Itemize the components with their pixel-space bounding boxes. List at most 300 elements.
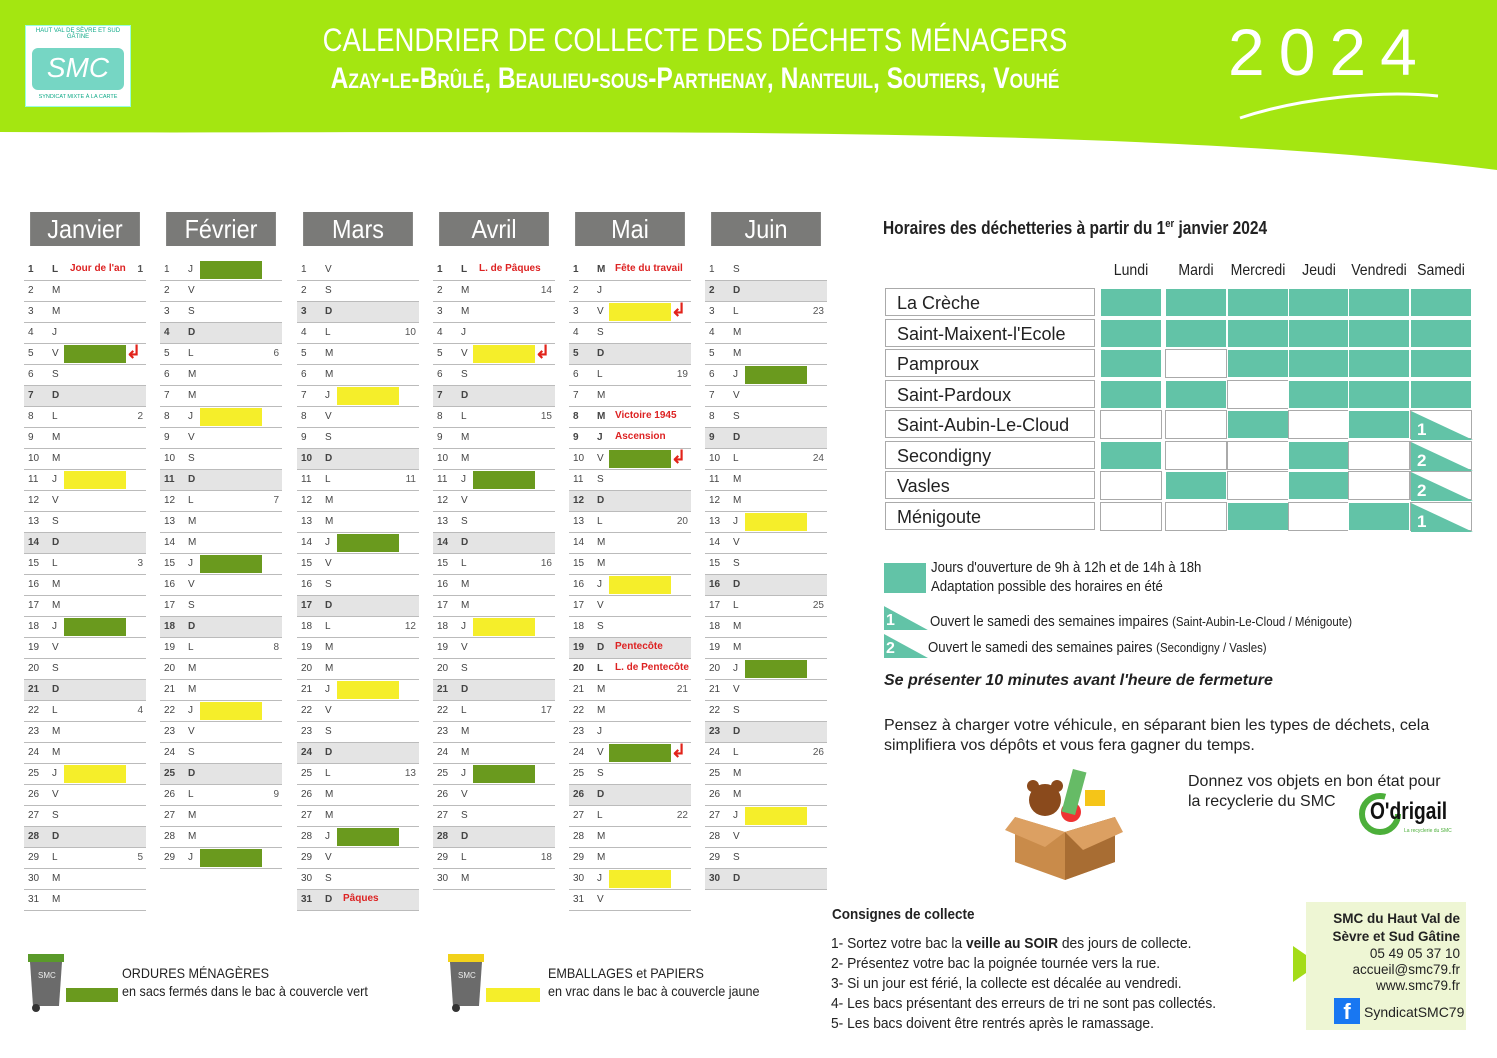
day-letter: M (188, 537, 197, 548)
closed-day-cell (1165, 349, 1227, 378)
day-number: 18 (164, 621, 176, 632)
day-letter: L (188, 789, 194, 800)
day-letter: L (325, 621, 331, 632)
day-letter: S (325, 285, 332, 296)
day-row (297, 638, 419, 659)
rule-3: 3- Si un jour est férié, la collecte est décalée au vendredi. (831, 975, 1182, 992)
green-collection-marker (337, 534, 399, 552)
day-letter: J (52, 327, 57, 338)
day-letter: S (597, 327, 604, 338)
month-header: Février (166, 212, 276, 246)
day-number: 6 (164, 369, 170, 380)
day-row (297, 344, 419, 365)
day-number: 27 (28, 810, 40, 821)
holiday-label: L. de Pâques (479, 263, 541, 274)
saturday-alternate-cell (1410, 410, 1472, 439)
week-number: 5 (137, 852, 143, 863)
decheteries-title-text: Horaires des déchetteries à partir du 1 (883, 218, 1166, 238)
day-letter: V (325, 705, 332, 716)
open-day-cell (1100, 441, 1162, 470)
day-letter: S (188, 453, 195, 464)
green-collection-marker (64, 618, 126, 636)
day-letter: V (52, 348, 59, 359)
closed-day-cell (1165, 502, 1227, 531)
week-number: 17 (540, 705, 552, 716)
day-row (24, 659, 146, 680)
legend-odd-communes: (Saint-Aubin-Le-Cloud / Ménigoute) (1172, 614, 1353, 629)
day-row (297, 428, 419, 449)
day-number: 26 (164, 789, 176, 800)
day-number: 20 (437, 663, 449, 674)
week-number: 24 (812, 453, 824, 464)
day-number: 14 (164, 537, 176, 548)
day-letter: L (52, 852, 58, 863)
day-letter: D (52, 831, 60, 842)
closed-day-cell (1100, 471, 1162, 500)
day-number: 27 (301, 810, 313, 821)
legend-odd-num: 1 (886, 612, 895, 629)
consignes-title: Consignes de collecte (832, 906, 975, 923)
day-number: 25 (28, 768, 40, 779)
day-letter: V (188, 285, 195, 296)
week-number: 15 (540, 411, 552, 422)
day-number: 8 (164, 411, 170, 422)
yellow-collection-marker (473, 618, 535, 636)
day-letter: M (597, 390, 606, 401)
smc-logo (25, 25, 131, 107)
yellow-collection-marker (609, 576, 671, 594)
legend-odd-icon (884, 606, 928, 630)
day-row (160, 701, 282, 722)
day-row (569, 449, 691, 470)
day-number: 16 (709, 579, 721, 590)
day-letter: V (52, 642, 59, 653)
day-letter: M (597, 411, 606, 422)
day-letter: J (597, 579, 602, 590)
day-row (569, 596, 691, 617)
saturday-alternate-cell (1410, 502, 1472, 531)
day-row (24, 554, 146, 575)
day-number: 20 (709, 663, 721, 674)
month-header: Avril (439, 212, 549, 246)
recyclerie-line1: Donnez vos objets en bon état pour (1188, 773, 1441, 790)
day-number: 5 (28, 348, 34, 359)
day-number: 14 (437, 537, 449, 548)
day-letter: M (461, 285, 470, 296)
day-row (160, 407, 282, 428)
day-row (433, 785, 555, 806)
day-letter: S (461, 369, 468, 380)
open-day-cell (1100, 319, 1162, 348)
legend-odd-label: Ouvert le samedi des semaines impaires (930, 613, 1169, 630)
week-parity-number: 2 (1417, 481, 1427, 500)
day-letter: S (52, 810, 59, 821)
day-number: 22 (164, 705, 176, 716)
day-number: 10 (301, 453, 313, 464)
day-row (24, 323, 146, 344)
day-letter: M (188, 663, 197, 674)
day-letter: M (461, 432, 470, 443)
day-letter: D (325, 894, 333, 905)
decheterie-name: Saint-Pardoux (885, 380, 1095, 408)
day-number: 9 (437, 432, 443, 443)
day-row (569, 743, 691, 764)
day-letter: M (733, 495, 742, 506)
day-row (24, 869, 146, 890)
day-number: 20 (573, 663, 585, 674)
day-row (705, 680, 827, 701)
week-number: 21 (676, 684, 688, 695)
day-letter: J (733, 369, 738, 380)
decheteries-title-end: janvier 2024 (1174, 218, 1268, 238)
day-row (24, 827, 146, 848)
day-number: 27 (573, 810, 585, 821)
contact-email[interactable]: accueil@smc79.fr (1352, 962, 1460, 977)
day-number: 2 (164, 285, 170, 296)
saturday-alternate-cell (1410, 441, 1472, 470)
legend-odd-text (930, 612, 1352, 631)
rule-1-bold: veille au SOIR (965, 935, 1059, 952)
open-day-cell (1348, 288, 1410, 317)
rule-1-end: des jours de collecte. (1058, 935, 1192, 952)
legend-open-line2: Adaptation possible des horaires en été (931, 578, 1163, 595)
open-day-cell (1288, 380, 1350, 409)
day-number: 8 (301, 411, 307, 422)
day-number: 1 (164, 264, 170, 275)
week-number: 23 (812, 306, 824, 317)
open-day-cell (1288, 319, 1350, 348)
day-row (569, 344, 691, 365)
day-number: 6 (709, 369, 715, 380)
day-letter: J (733, 810, 738, 821)
open-day-cell (1165, 471, 1227, 500)
open-day-cell (1165, 319, 1227, 348)
week-number: 2 (137, 411, 143, 422)
day-number: 12 (28, 495, 40, 506)
day-row (433, 869, 555, 890)
day-row (433, 659, 555, 680)
day-letter: M (597, 684, 606, 695)
day-letter: L (461, 264, 468, 275)
day-row (24, 575, 146, 596)
day-row (160, 617, 282, 638)
day-letter: M (733, 348, 742, 359)
header-banner (0, 0, 1497, 170)
day-letter: D (461, 684, 469, 695)
day-number: 12 (709, 495, 721, 506)
yellow-collection-marker (473, 345, 535, 363)
open-day-cell (1227, 288, 1289, 317)
day-row (297, 806, 419, 827)
day-letter: J (733, 663, 738, 674)
day-row (297, 512, 419, 533)
day-letter: V (52, 495, 59, 506)
closed-day-cell (1100, 410, 1162, 439)
day-letter: D (461, 537, 469, 548)
ordures-subtitle: en sacs fermés dans le bac à couvercle vert (122, 983, 368, 999)
emballages-title: EMBALLAGES et PAPIERS (548, 965, 704, 981)
ordures-title: ORDURES MÉNAGÈRES (122, 965, 270, 981)
day-row (24, 743, 146, 764)
day-letter: L (52, 264, 59, 275)
week-parity-number: 1 (1417, 511, 1427, 531)
legend-even-communes: (Secondigny / Vasles) (1156, 640, 1267, 655)
green-collect-swatch (66, 988, 118, 1002)
day-letter: M (461, 600, 470, 611)
day-number: 29 (28, 852, 40, 863)
day-row (705, 491, 827, 512)
day-row (569, 302, 691, 323)
day-row (433, 827, 555, 848)
day-number: 20 (28, 663, 40, 674)
day-row (160, 365, 282, 386)
day-letter: S (52, 369, 59, 380)
day-number: 27 (709, 810, 721, 821)
day-number: 29 (301, 852, 313, 863)
day-letter: S (461, 516, 468, 527)
day-number: 16 (164, 579, 176, 590)
day-number: 7 (301, 390, 307, 401)
open-day-cell (1348, 410, 1410, 439)
decheterie-name: Pamproux (885, 349, 1095, 377)
day-number: 22 (709, 705, 721, 716)
logo-bottom-text: SYNDICAT MIXTE À LA CARTE (38, 94, 118, 100)
day-row (433, 428, 555, 449)
contact-website[interactable]: www.smc79.fr (1375, 978, 1460, 993)
day-number: 18 (573, 621, 585, 632)
week-parity-number: 2 (1417, 450, 1427, 470)
day-number: 19 (573, 642, 585, 653)
week-number: 22 (676, 810, 688, 821)
day-number: 3 (164, 306, 170, 317)
day-row (705, 869, 827, 890)
closed-day-cell (1288, 410, 1350, 439)
day-row (569, 890, 691, 911)
shift-arrow-icon: ↲ (671, 300, 687, 320)
week-number: 6 (273, 348, 279, 359)
open-day-cell (1288, 471, 1350, 500)
facebook-handle[interactable]: SyndicatSMC79 (1364, 1004, 1465, 1020)
day-letter: D (52, 390, 60, 401)
day-letter: L (461, 558, 467, 569)
day-row (705, 764, 827, 785)
decheterie-name: Saint-Maixent-l'Ecole (885, 319, 1095, 347)
week-number: 4 (137, 705, 143, 716)
day-row (297, 596, 419, 617)
day-number: 4 (301, 327, 307, 338)
month-days (569, 260, 691, 911)
day-number: 2 (437, 285, 443, 296)
month-days (705, 260, 827, 890)
day-letter: V (597, 306, 604, 317)
day-number: 21 (164, 684, 176, 695)
day-letter: J (52, 474, 57, 485)
legend-open-swatch (884, 563, 926, 593)
day-number: 7 (709, 390, 715, 401)
emballages-legend (548, 964, 760, 1000)
day-letter: D (188, 474, 196, 485)
day-letter: M (733, 474, 742, 485)
day-letter: V (325, 558, 332, 569)
day-number: 6 (573, 369, 579, 380)
open-day-cell (1227, 319, 1289, 348)
day-letter: M (52, 726, 61, 737)
emballages-subtitle: en vrac dans le bac à couvercle jaune (548, 983, 760, 999)
day-letter: L (733, 600, 739, 611)
day-row (297, 365, 419, 386)
day-number: 2 (301, 285, 307, 296)
day-number: 26 (437, 789, 449, 800)
day-row (705, 554, 827, 575)
week-number: 1 (137, 264, 143, 275)
day-letter: V (52, 789, 59, 800)
day-number: 11 (437, 474, 448, 485)
open-day-cell (1100, 288, 1162, 317)
day-row (160, 533, 282, 554)
day-column-header: Lundi (1113, 262, 1149, 279)
day-row (705, 596, 827, 617)
day-letter: S (461, 810, 468, 821)
green-collection-marker (337, 828, 399, 846)
day-number: 14 (301, 537, 313, 548)
day-number: 3 (301, 306, 307, 317)
day-letter: J (52, 621, 57, 632)
day-number: 15 (573, 558, 585, 569)
decheteries-title (883, 218, 1267, 239)
day-row (160, 638, 282, 659)
day-letter: V (461, 789, 468, 800)
day-number: 27 (164, 810, 176, 821)
day-letter: M (325, 516, 334, 527)
day-number: 13 (573, 516, 585, 527)
week-number: 13 (404, 768, 416, 779)
yellow-collection-marker (64, 765, 126, 783)
day-number: 18 (709, 621, 721, 632)
day-letter: S (597, 768, 604, 779)
day-number: 28 (573, 831, 585, 842)
day-letter: L (325, 327, 331, 338)
day-letter: V (733, 684, 740, 695)
day-number: 12 (573, 495, 585, 506)
day-number: 21 (573, 684, 585, 695)
day-column-header: Vendredi (1351, 262, 1407, 279)
day-number: 15 (301, 558, 313, 569)
day-row (297, 785, 419, 806)
open-day-cell (1410, 319, 1472, 348)
day-row (705, 323, 827, 344)
open-day-cell (1165, 288, 1227, 317)
day-letter: S (325, 579, 332, 590)
day-row (433, 365, 555, 386)
rule-4: 4- Les bacs présentant des erreurs de tri ne sont pas collectés. (831, 995, 1217, 1012)
day-number: 13 (28, 516, 40, 527)
yellow-collection-marker (200, 702, 262, 720)
day-letter: M (325, 789, 334, 800)
closed-day-cell (1288, 502, 1350, 531)
day-row (24, 638, 146, 659)
open-day-cell (1348, 380, 1410, 409)
day-letter: D (325, 306, 333, 317)
day-row (24, 680, 146, 701)
decheteries-title-sup: er (1165, 218, 1175, 230)
open-day-cell (1227, 349, 1289, 378)
closed-day-cell (1227, 471, 1289, 500)
day-letter: S (733, 852, 740, 863)
rule-2: 2- Présentez votre bac la poignée tournée vers la rue. (831, 955, 1161, 972)
day-number: 1 (437, 264, 443, 275)
yellow-collection-marker (745, 513, 807, 531)
day-letter: S (52, 663, 59, 674)
day-row (705, 449, 827, 470)
day-number: 5 (437, 348, 443, 359)
day-row (433, 617, 555, 638)
month-days (24, 260, 146, 911)
day-number: 30 (28, 873, 40, 884)
day-row (297, 722, 419, 743)
week-number: 18 (540, 852, 552, 863)
day-number: 9 (573, 432, 579, 443)
shift-arrow-icon: ↲ (671, 741, 687, 761)
day-letter: L (52, 705, 58, 716)
open-day-cell (1348, 502, 1410, 531)
day-letter: J (461, 621, 466, 632)
decheterie-name: La Crèche (885, 288, 1095, 316)
day-number: 31 (573, 894, 585, 905)
day-letter: J (461, 327, 466, 338)
day-letter: V (325, 852, 332, 863)
closed-day-cell (1100, 502, 1162, 531)
day-row (297, 281, 419, 302)
day-letter: L (597, 663, 604, 674)
day-row (160, 848, 282, 869)
day-letter: D (461, 831, 469, 842)
day-number: 27 (437, 810, 449, 821)
day-row (433, 596, 555, 617)
day-row (297, 575, 419, 596)
week-number: 19 (676, 369, 688, 380)
day-number: 28 (709, 831, 721, 842)
day-letter: D (325, 453, 333, 464)
day-letter: V (733, 390, 740, 401)
day-number: 9 (28, 432, 34, 443)
closed-day-cell (1227, 380, 1289, 409)
day-number: 7 (164, 390, 170, 401)
day-number: 5 (164, 348, 170, 359)
day-number: 10 (573, 453, 585, 464)
day-number: 14 (28, 537, 40, 548)
day-letter: S (733, 264, 740, 275)
day-row (160, 827, 282, 848)
odrigail-logo (1356, 790, 1468, 838)
holiday-label: Fête du travail (615, 263, 683, 274)
day-letter: M (597, 264, 606, 275)
day-number: 5 (709, 348, 715, 359)
day-row (297, 659, 419, 680)
yellow-collection-marker (609, 870, 671, 888)
day-letter: D (188, 327, 196, 338)
day-row (160, 743, 282, 764)
recycling-box-illustration (1005, 762, 1123, 882)
day-number: 31 (28, 894, 40, 905)
day-number: 28 (164, 831, 176, 842)
day-letter: J (188, 705, 193, 716)
day-letter: M (188, 684, 197, 695)
day-number: 8 (437, 411, 443, 422)
day-letter: S (188, 747, 195, 758)
month-days (297, 260, 419, 911)
facebook-icon[interactable]: f (1334, 998, 1360, 1024)
day-number: 12 (164, 495, 176, 506)
